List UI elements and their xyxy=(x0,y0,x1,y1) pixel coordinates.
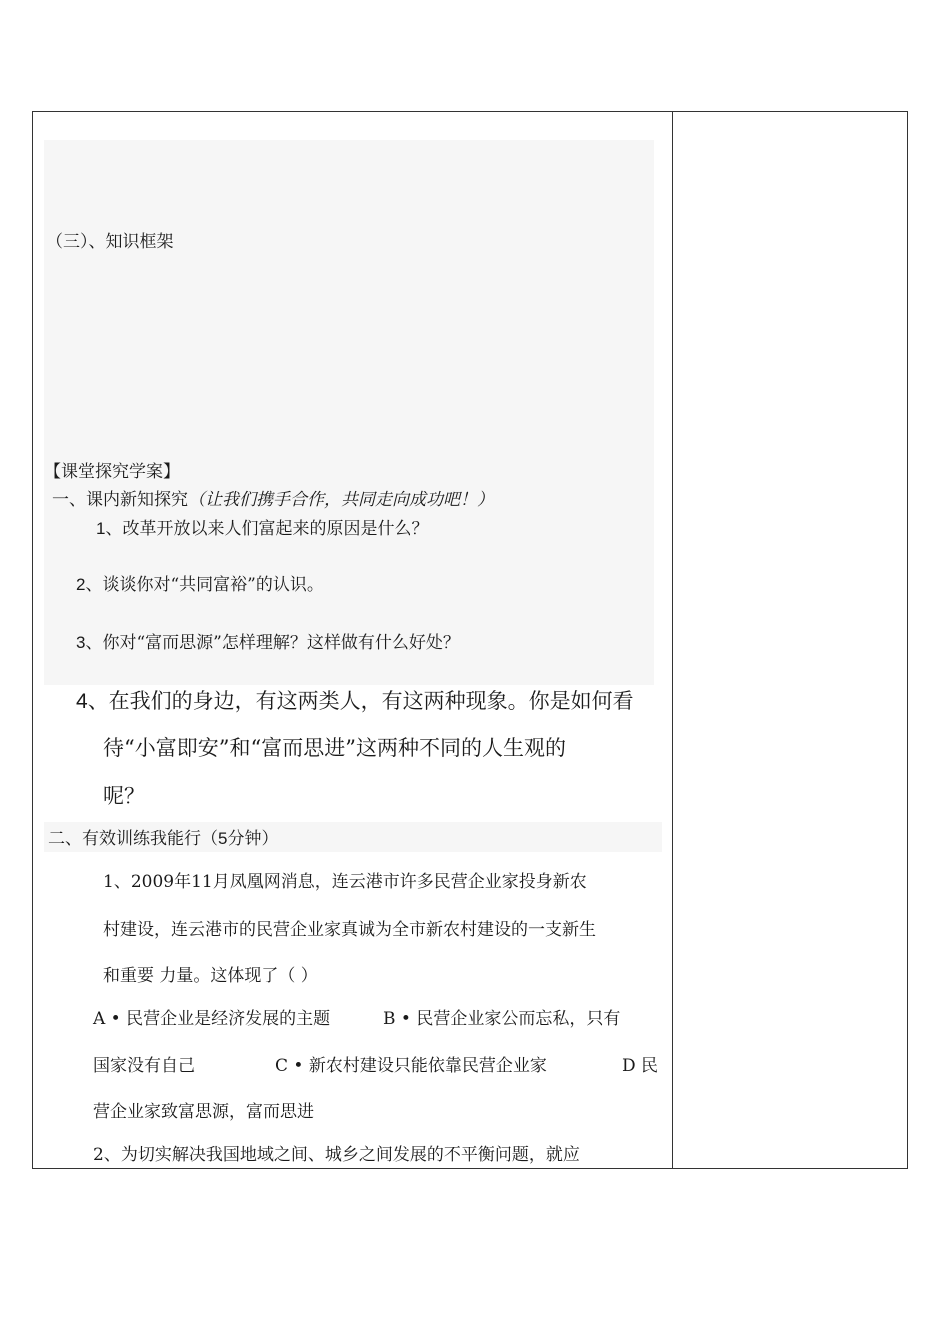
part2-title-number: 5 xyxy=(218,829,228,848)
question-3-text: 、你对“富而思源”怎样理解？这样做有什么好处？ xyxy=(85,633,460,653)
part1-title-line xyxy=(52,490,494,510)
option-d-line-2: 营企业家致富思源，富而思进 xyxy=(93,1102,314,1122)
question-2-number: 2 xyxy=(76,575,86,594)
part2-title xyxy=(48,829,278,849)
question-4-line-1 xyxy=(76,688,634,715)
part2-title-suffix: 分钟） xyxy=(227,829,279,849)
question-4-text: 、在我们的身边，有这两类人，有这两种现象。你是如何看 xyxy=(87,689,634,713)
shaded-block-top xyxy=(44,140,654,685)
exercise-2-line-1: 2、为切实解决我国地域之间、城乡之间发展的不平衡问题，就应 xyxy=(93,1145,580,1165)
inquiry-heading: 【课堂探究学案】 xyxy=(44,462,180,482)
part1-note: （让我们携手合作，共同走向成功吧！） xyxy=(188,490,494,510)
question-2 xyxy=(76,575,324,595)
option-c: C • 新农村建设只能依靠民营企业家 xyxy=(275,1056,547,1076)
exercise-1-line-3: 和重要 力量。这体现了（ ） xyxy=(103,966,318,986)
question-3-number: 3 xyxy=(76,633,86,652)
option-a: A • 民营企业是经济发展的主题 xyxy=(93,1009,331,1029)
exercise-1-line-1: 1、2009年11月凤凰网消息，连云港市许多民营企业家投身新农 xyxy=(103,872,587,892)
question-3 xyxy=(76,633,460,653)
section-title: （三）、知识框架 xyxy=(46,232,174,252)
exercise-1-line-2: 村建设，连云港市的民营企业家真诚为全市新农村建设的一支新生 xyxy=(103,920,596,940)
question-2-text: 、谈谈你对“共同富裕”的认识。 xyxy=(85,575,324,595)
question-4-line-3: 呢？ xyxy=(103,784,145,808)
option-b-line-2: 国家没有自己 xyxy=(93,1056,195,1076)
question-1-number: 1 xyxy=(96,519,106,538)
part2-title-prefix: 二、有效训练我能行（ xyxy=(48,829,218,849)
option-b-line-1: B • 民营企业家公而忘私，只有 xyxy=(383,1009,621,1029)
column-divider xyxy=(672,111,673,1169)
option-d-line-1: D 民 xyxy=(622,1056,659,1076)
question-4-number: 4 xyxy=(76,690,88,713)
question-1-text: 、改革开放以来人们富起来的原因是什么？ xyxy=(105,519,429,539)
question-4-line-2: 待“小富即安”和“富而思进”这两种不同的人生观的 xyxy=(103,736,566,760)
question-1 xyxy=(96,519,428,539)
part1-title: 一、课内新知探究 xyxy=(52,490,188,510)
